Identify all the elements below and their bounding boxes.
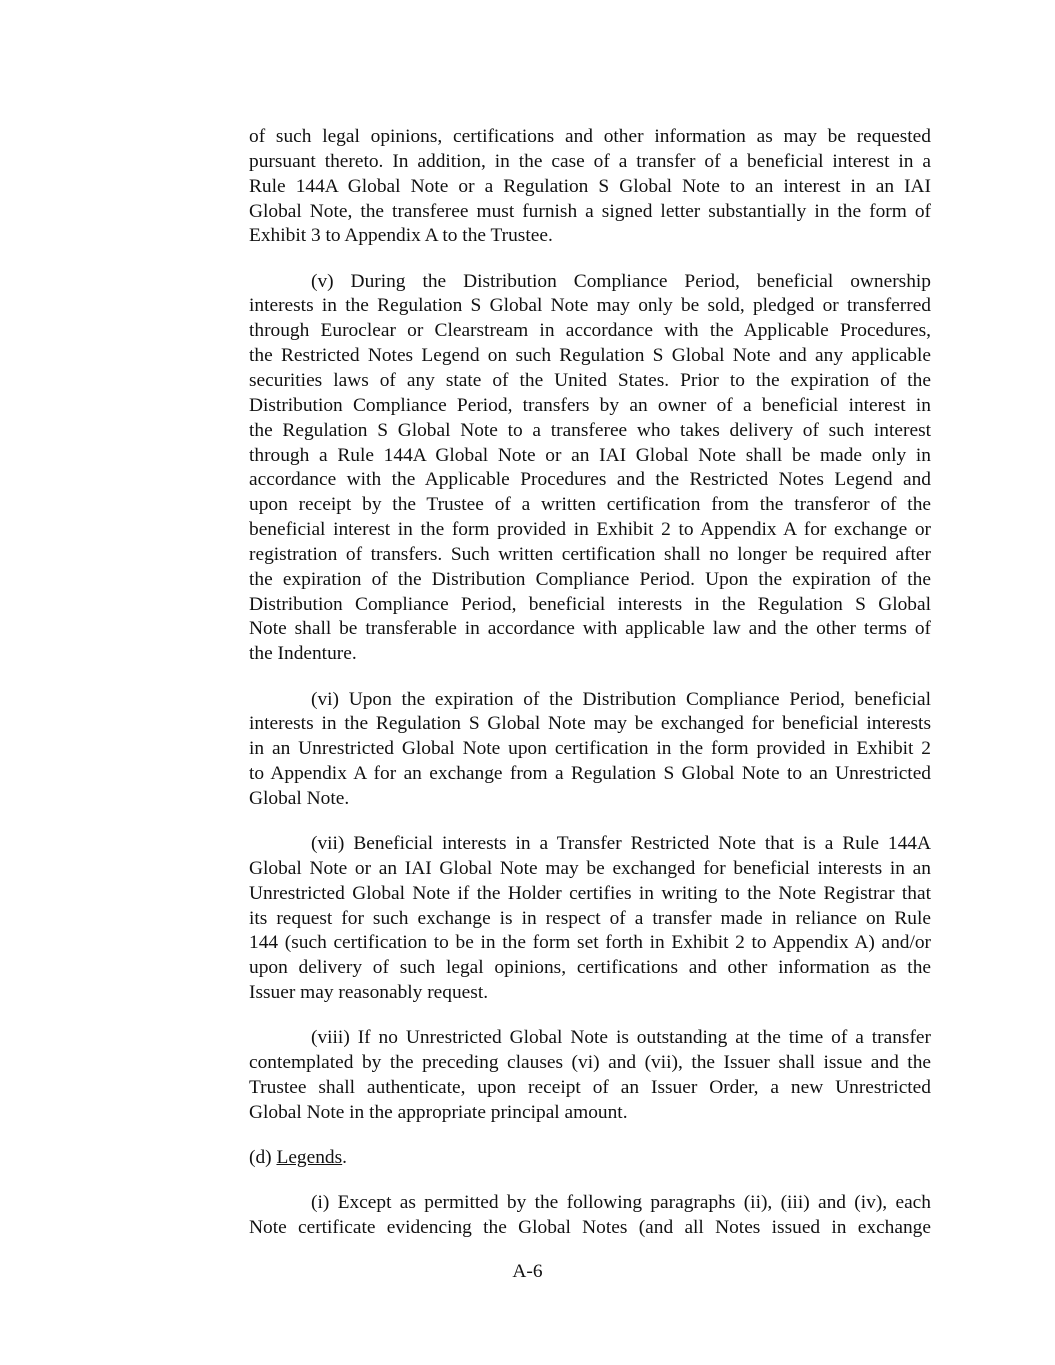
paragraph-line: (viii) If no Unrestricted Global Note is outstanding at the time of a transfer <box>311 1027 931 1049</box>
paragraph-line: through Euroclear or Clearstream in accordance with the Applicable Procedures, <box>249 320 931 342</box>
heading-prefix: (d) <box>249 1147 277 1169</box>
paragraph-line: 144 (such certification to be in the form set forth in Exhibit 2 to Appendix A) and/or <box>249 932 931 954</box>
paragraph <box>249 125 931 249</box>
paragraph-line: interests in the Regulation S Global Note may only be sold, pledged or transferred <box>249 295 931 317</box>
paragraph-line: Global Note. <box>249 787 350 809</box>
paragraph-line: registration of transfers. Such written certification shall no longer be required after <box>249 543 931 565</box>
paragraph-line: Issuer may reasonably request. <box>249 982 489 1004</box>
heading-title: Legends <box>276 1147 343 1169</box>
paragraph-line: the expiration of the Distribution Compliance Period. Upon the expiration of the <box>249 568 931 590</box>
paragraph-line: Trustee shall authenticate, upon receipt of an Issuer Order, a new Unrestricted <box>249 1077 931 1099</box>
paragraph-line: contemplated by the preceding clauses (vi) and (vii), the Issuer shall issue and the <box>249 1052 931 1074</box>
paragraph-line: interests in the Regulation S Global Note may be exchanged for beneficial interests <box>249 713 931 735</box>
paragraph-line: upon delivery of such legal opinions, certifications and other information as the <box>249 957 931 979</box>
heading-suffix: . <box>342 1147 348 1169</box>
paragraph-line: beneficial interest in the form provided in Exhibit 2 to Appendix A for exchange or <box>249 519 931 541</box>
document-body <box>249 125 931 1261</box>
paragraph-line: (i) Except as permitted by the following paragraphs (ii), (iii) and (iv), each <box>311 1192 931 1214</box>
paragraph-line: through a Rule 144A Global Note or an IAI Global Note shall be made only in <box>249 444 931 466</box>
paragraph-line: Distribution Compliance Period, beneficial interests in the Regulation S Global <box>249 593 931 615</box>
paragraph-legends-i <box>249 1191 931 1241</box>
paragraph-line: the Restricted Notes Legend on such Regulation S Global Note and any applicable <box>249 345 931 367</box>
section-heading-legends <box>249 1146 931 1171</box>
paragraph <box>249 688 931 812</box>
paragraph-line: to Appendix A for an exchange from a Regulation S Global Note to an Unrestricted <box>249 763 931 785</box>
paragraph-line: in an Unrestricted Global Note upon certification in the form provided in Exhibit 2 <box>249 738 931 760</box>
paragraph-line: Note certificate evidencing the Global Notes (and all Notes issued in exchange <box>249 1217 931 1239</box>
paragraph-line: the Regulation S Global Note to a transferee who takes delivery of such interest <box>249 419 931 441</box>
paragraph-line: (vi) Upon the expiration of the Distribution Compliance Period, beneficial <box>311 688 931 710</box>
paragraph-line: Unrestricted Global Note if the Holder certifies in writing to the Note Registrar that <box>249 882 931 904</box>
paragraph-line: pursuant thereto. In addition, in the case of a transfer of a beneficial interest in a <box>249 150 931 172</box>
paragraph-line: Global Note in the appropriate principal amount. <box>249 1101 628 1123</box>
paragraph-line: Global Note, the transferee must furnish a signed letter substantially in the form of <box>249 200 931 222</box>
paragraph-line: accordance with the Applicable Procedures and the Restricted Notes Legend and <box>249 469 931 491</box>
paragraph <box>249 832 931 1006</box>
paragraph-line: the Indenture. <box>249 643 357 665</box>
paragraph-line: upon receipt by the Trustee of a written certification from the transferor of the <box>249 494 931 516</box>
paragraph-line: Note shall be transferable in accordance with applicable law and the other terms of <box>249 618 931 640</box>
paragraph-line: its request for such exchange is in respect of a transfer made in reliance on Rule <box>249 907 931 929</box>
paragraph-line: of such legal opinions, certifications and other information as may be requested <box>249 126 931 147</box>
paragraph-line: Exhibit 3 to Appendix A to the Trustee. <box>249 225 553 247</box>
paragraph-line: Global Note or an IAI Global Note may be exchanged for beneficial interests in an <box>249 857 931 879</box>
paragraph-line: Rule 144A Global Note or a Regulation S Global Note to an interest in an IAI <box>249 175 931 197</box>
paragraph <box>249 270 931 668</box>
paragraph-line: Distribution Compliance Period, transfers by an owner of a beneficial interest in <box>249 394 931 416</box>
paragraph-line: securities laws of any state of the United States. Prior to the expiration of the <box>249 369 931 391</box>
paragraphs <box>249 125 931 1126</box>
paragraph-line: (vii) Beneficial interests in a Transfer Restricted Note that is a Rule 144A <box>311 833 931 855</box>
paragraph-line: (v) During the Distribution Compliance Period, beneficial ownership <box>311 270 931 292</box>
page-number: A-6 <box>512 1261 543 1282</box>
paragraph <box>249 1026 931 1125</box>
